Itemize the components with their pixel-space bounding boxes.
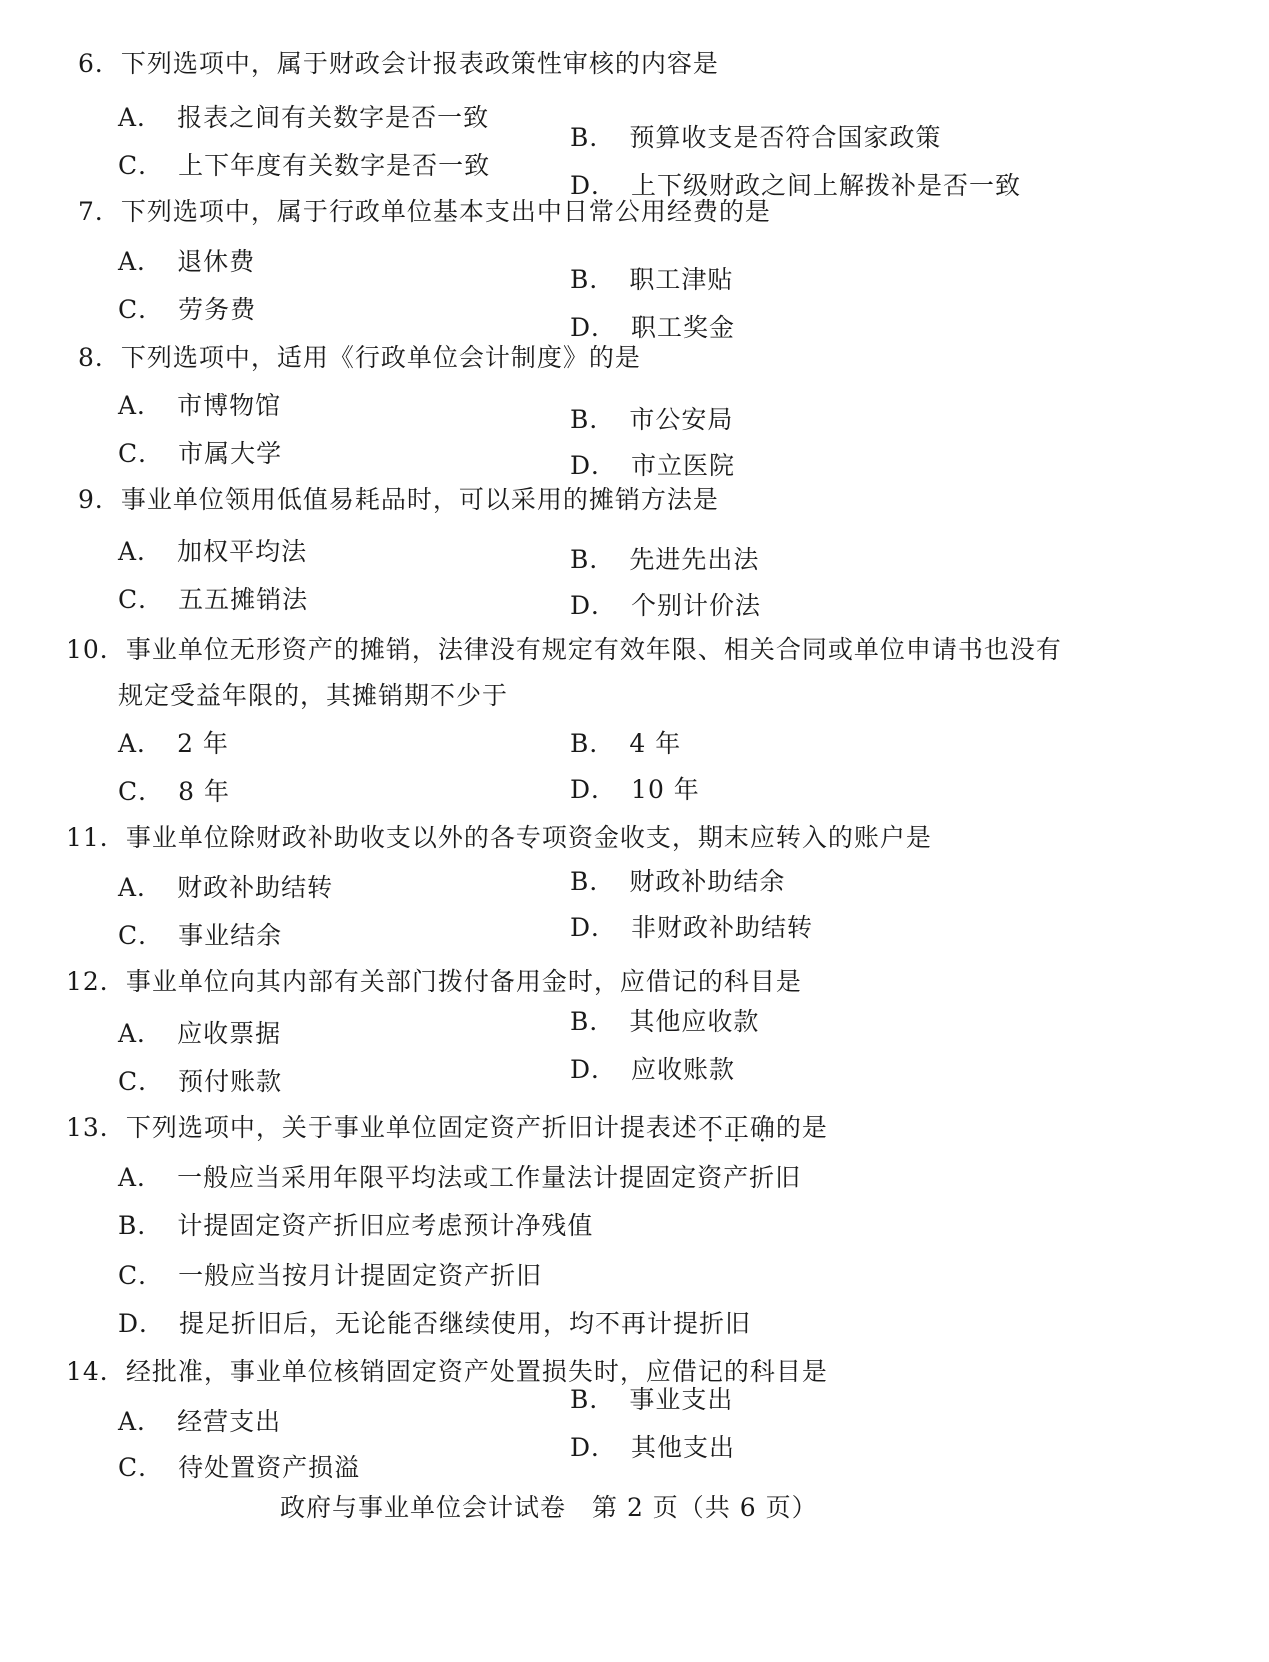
option-a: A． 经营支出 (118, 1407, 282, 1436)
option-text: 劳务费 (178, 295, 257, 324)
option-b: B． 4 年 (570, 729, 682, 758)
option-text: 其他应收款 (629, 1007, 760, 1036)
question-number: 9． (78, 485, 121, 514)
option-c: C． 8 年 (118, 777, 230, 806)
option-text: 加权平均法 (177, 537, 308, 566)
question-number: 11． (66, 823, 126, 852)
option-text: 市立医院 (631, 451, 736, 480)
option-text: 报表之间有关数字是否一致 (177, 103, 490, 132)
option-b: B． 市公安局 (570, 405, 734, 434)
option-a: A． 一般应当采用年限平均法或工作量法计提固定资产折旧 (118, 1163, 802, 1192)
option-d: D． 个别计价法 (570, 591, 762, 620)
question-number: 7． (78, 197, 121, 226)
option-b: B． 计提固定资产折旧应考虑预计净残值 (118, 1211, 594, 1240)
option-text: 五五摊销法 (178, 585, 309, 614)
option-text: 计提固定资产折旧应考虑预计净残值 (177, 1211, 594, 1240)
option-text: 财政补助结转 (177, 873, 334, 902)
option-text: 一般应当按月计提固定资产折旧 (178, 1261, 543, 1290)
option-text: 预付账款 (178, 1067, 283, 1096)
question-6 (78, 48, 719, 80)
question-number: 6． (78, 49, 121, 78)
option-b: B． 财政补助结余 (570, 867, 786, 896)
option-a: A． 退休费 (118, 247, 256, 276)
question-text: 下列选项中，适用《行政单位会计制度》的是 (120, 343, 641, 372)
question-7 (78, 196, 771, 228)
question-text: 下列选项中，关于事业单位固定资产折旧计提表述 (125, 1113, 698, 1142)
option-c: C． 劳务费 (118, 295, 257, 324)
option-text: 财政补助结余 (629, 867, 786, 896)
question-8 (78, 342, 641, 374)
option-text: 提足折旧后，无论能否继续使用，均不再计提折旧 (179, 1309, 752, 1338)
option-c: C． 上下年度有关数字是否一致 (118, 151, 491, 180)
option-a: A． 市博物馆 (118, 391, 282, 420)
option-text: 市博物馆 (177, 391, 282, 420)
option-b: B． 职工津贴 (570, 265, 734, 294)
question-text: 下列选项中，属于行政单位基本支出中日常公用经费的是 (120, 197, 771, 226)
option-a: A． 报表之间有关数字是否一致 (118, 103, 490, 132)
question-11 (66, 822, 932, 854)
question-text: 经批准，事业单位核销固定资产处置损失时，应借记的科目是 (125, 1357, 828, 1386)
question-number: 13． (66, 1113, 126, 1142)
question-10 (66, 634, 1062, 666)
option-text: 市属大学 (178, 439, 283, 468)
question-10-continued (118, 680, 508, 712)
option-text: 待处置资产损溢 (178, 1453, 361, 1482)
option-a: A． 应收票据 (118, 1019, 282, 1048)
option-b: B． 其他应收款 (570, 1007, 760, 1036)
option-d: D． 10 年 (570, 775, 700, 804)
option-b: B． 预算收支是否符合国家政策 (570, 123, 942, 152)
question-text: 事业单位向其内部有关部门拨付备用金时，应借记的科目是 (125, 967, 802, 996)
option-d: D． 上下级财政之间上解拨补是否一致 (570, 171, 1022, 200)
option-b: B． 先进先出法 (570, 545, 760, 574)
option-d: D． 提足折旧后，无论能否继续使用，均不再计提折旧 (118, 1309, 752, 1338)
option-b: B． 事业支出 (570, 1385, 734, 1414)
question-number: 12． (66, 967, 126, 996)
option-text: 退休费 (177, 247, 256, 276)
option-text: 事业支出 (629, 1385, 734, 1414)
emphasis-char: 确 (749, 1113, 776, 1142)
option-text: 市公安局 (629, 405, 734, 434)
option-d: D． 非财政补助结转 (570, 913, 814, 942)
option-a: A． 2 年 (118, 729, 229, 758)
option-c: C． 市属大学 (118, 439, 283, 468)
question-text: 规定受益年限的，其摊销期不少于 (118, 681, 509, 710)
option-d: D． 市立医院 (570, 451, 736, 480)
option-d: D． 应收账款 (570, 1055, 736, 1084)
option-c: C． 待处置资产损溢 (118, 1453, 361, 1482)
option-d: D． 其他支出 (570, 1433, 736, 1462)
question-13 (66, 1112, 828, 1144)
option-c: C． 一般应当按月计提固定资产折旧 (118, 1261, 543, 1290)
option-c: C． 事业结余 (118, 921, 283, 950)
question-text: 事业单位领用低值易耗品时，可以采用的摊销方法是 (120, 485, 719, 514)
option-text: 职工奖金 (631, 313, 736, 342)
emphasis-char: 正 (723, 1113, 750, 1142)
option-text: 非财政补助结转 (631, 913, 814, 942)
option-d: D． 职工奖金 (570, 313, 736, 342)
question-number: 8． (78, 343, 121, 372)
option-text: 先进先出法 (629, 545, 760, 574)
question-text: 下列选项中，属于财政会计报表政策性审核的内容是 (120, 49, 719, 78)
option-text: 10 年 (631, 775, 700, 804)
question-text: 事业单位无形资产的摊销，法律没有规定有效年限、相关合同或单位申请书也没有 (125, 635, 1062, 664)
question-number: 14． (66, 1357, 126, 1386)
question-9 (78, 484, 719, 516)
question-number: 10． (66, 635, 126, 664)
option-text: 上下级财政之间上解拨补是否一致 (631, 171, 1022, 200)
option-text: 一般应当采用年限平均法或工作量法计提固定资产折旧 (177, 1163, 802, 1192)
option-text: 个别计价法 (631, 591, 762, 620)
emphasis-char: 不 (697, 1113, 724, 1142)
option-text: 上下年度有关数字是否一致 (178, 151, 491, 180)
option-text: 经营支出 (177, 1407, 282, 1436)
question-text: 事业单位除财政补助收支以外的各专项资金收支，期末应转入的账户是 (125, 823, 932, 852)
option-a: A． 加权平均法 (118, 537, 308, 566)
option-c: C． 五五摊销法 (118, 585, 309, 614)
option-text: 事业结余 (178, 921, 283, 950)
option-text: 职工津贴 (629, 265, 734, 294)
question-text: 的是 (775, 1113, 828, 1142)
option-text: 8 年 (178, 777, 230, 806)
option-text: 预算收支是否符合国家政策 (629, 123, 942, 152)
option-text: 应收账款 (631, 1055, 736, 1084)
option-text: 其他支出 (631, 1433, 736, 1462)
option-a: A． 财政补助结转 (118, 873, 334, 902)
page-footer: 政府与事业单位会计试卷 第 2 页（共 6 页） (280, 1493, 818, 1522)
option-text: 应收票据 (177, 1019, 282, 1048)
question-12 (66, 966, 802, 998)
option-c: C． 预付账款 (118, 1067, 283, 1096)
option-text: 4 年 (629, 729, 682, 758)
option-text: 2 年 (177, 729, 229, 758)
